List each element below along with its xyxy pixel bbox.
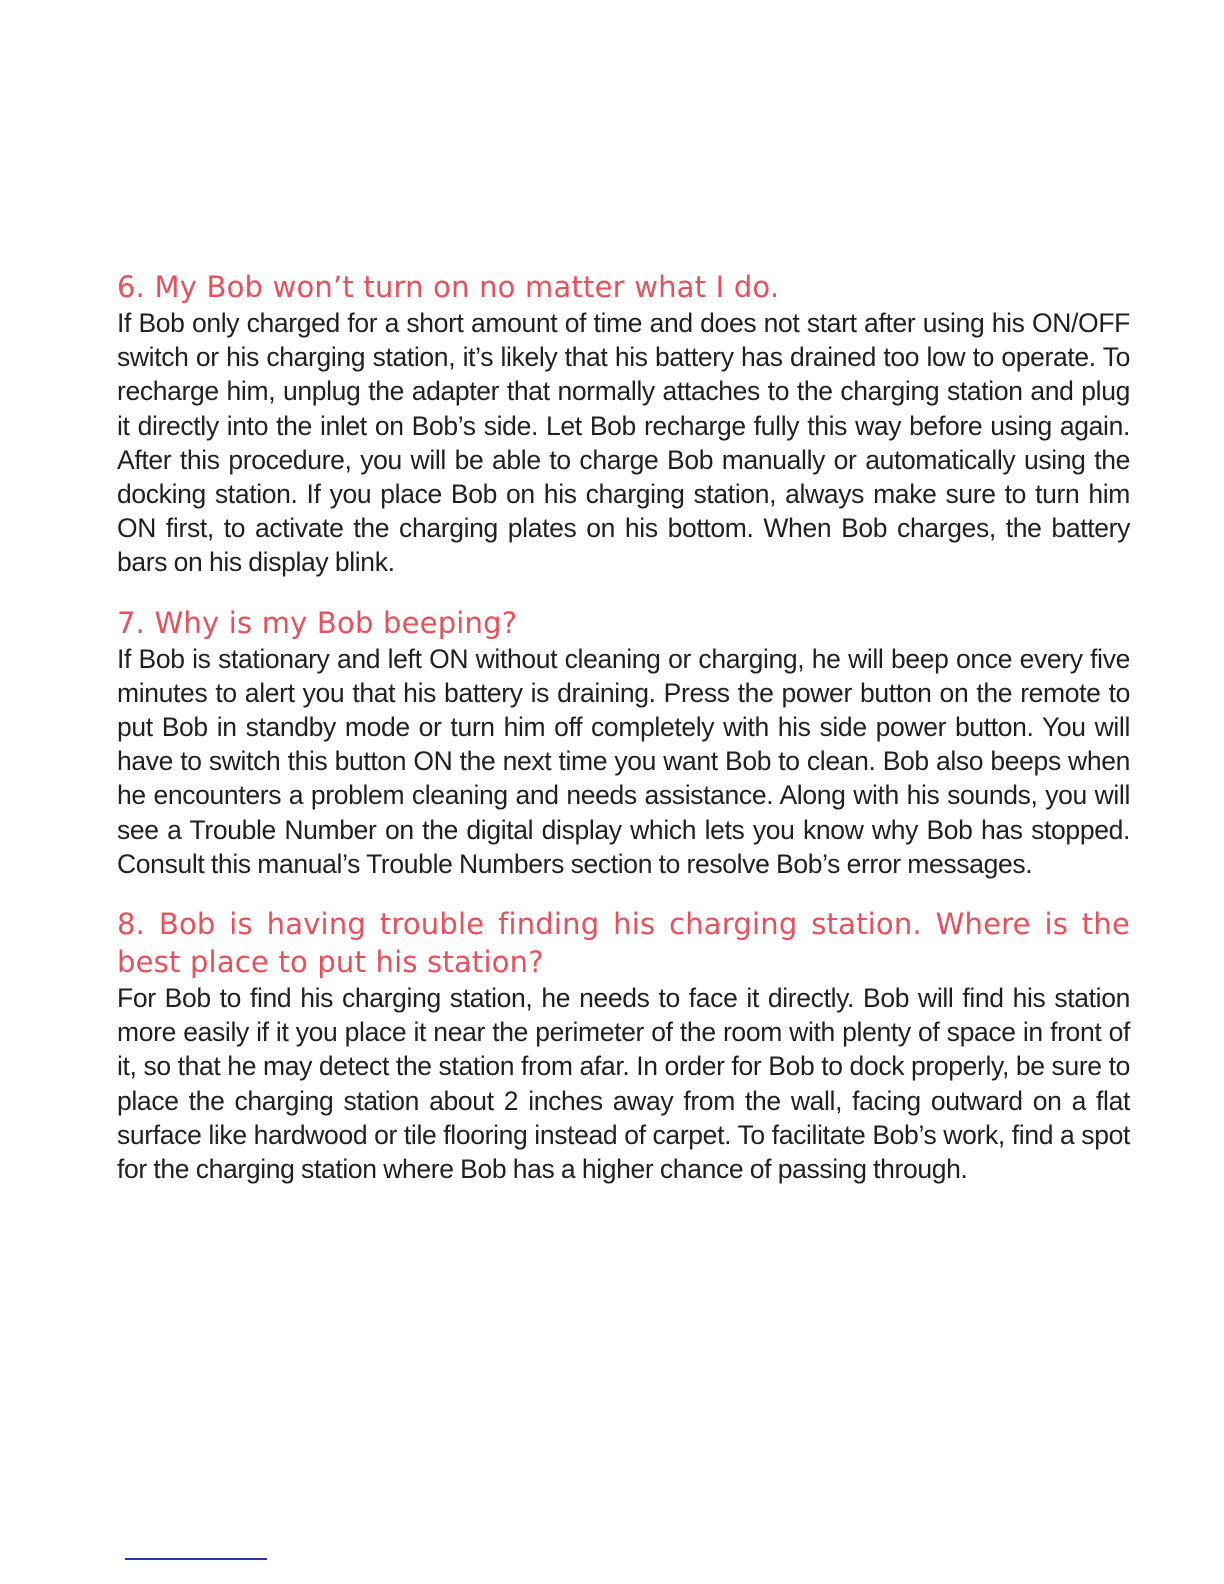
footer-divider bbox=[125, 1558, 267, 1560]
faq-item-8 bbox=[117, 905, 1130, 1186]
faq-content bbox=[117, 268, 1130, 1210]
faq-body-7: If Bob is stationary and left ON without cleaning or charging, he will beep once every five minutes to alert you that his battery is draining. Press the power button on the remote to put Bob in standby mode or turn him off completely with his side power button. You will have to switch this button ON the next time you want Bob to clean. Bob also beeps when he encounters a problem cleaning and needs assistance. Along with his sounds, you will see a Trouble Number on the digital display which lets you know why Bob has stopped. Consult this manual’s Trouble Numbers section to resolve Bob’s error messages. bbox=[117, 643, 1130, 879]
faq-heading-7: 7. Why is my Bob beeping? bbox=[117, 605, 518, 640]
faq-body-6: If Bob only charged for a short amount of time and does not start after using his ON/OFF switch or his charging station, it’s likely that his battery has drained too low to operate. To recharge him, unplug the adapter that normally attaches to the charging station and plug it directly into the inlet on Bob’s side. Let Bob recharge fully this way before using again. After this procedure, you will be able to charge Bob manually or automatically using the docking station. If you place Bob on his charging station, always make sure to turn him ON first, to activate the charging plates on his bottom. When Bob charges, the battery bars on his display blink. bbox=[117, 308, 1130, 578]
faq-item-6 bbox=[117, 268, 1130, 580]
faq-heading-8: 8. Bob is having trouble finding his charging station. Where is the best place to put his station? bbox=[117, 907, 1130, 980]
faq-body-8: For Bob to find his charging station, he needs to face it directly. Bob will find his station more easily if it you place it near the perimeter of the room with plenty of space in front of it, so that he may detect the station from afar. In order for Bob to dock properly, be sure to place the charging station about 2 inches away from the wall, facing outward on a flat surface like hardwood or tile flooring instead of carpet. To facilitate Bob’s work, find a spot for the charging station where Bob has a higher chance of passing through. bbox=[117, 983, 1130, 1185]
faq-heading-6: 6. My Bob won’t turn on no matter what I do. bbox=[117, 270, 780, 304]
faq-item-7 bbox=[117, 604, 1130, 881]
